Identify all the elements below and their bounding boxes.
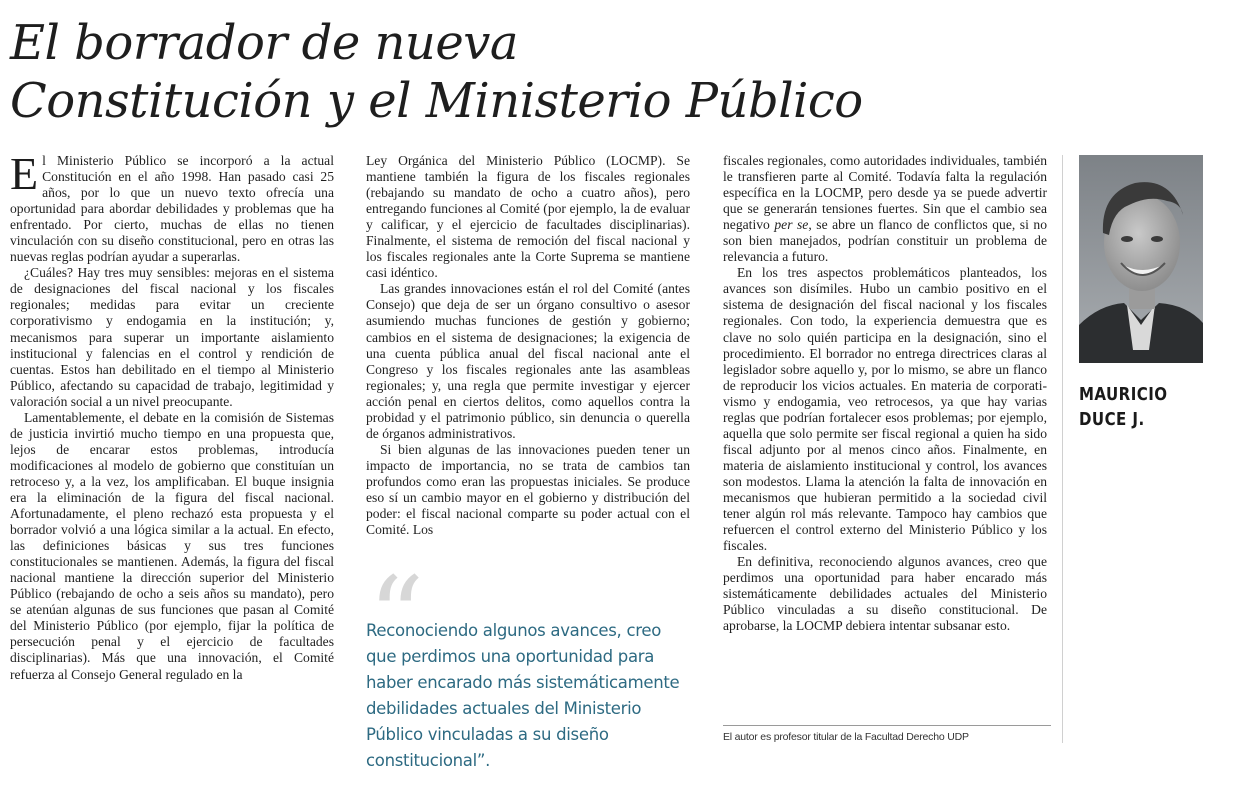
- paragraph-text: , se abre un flanco de conflictos que, si no son bien manejados, podrían constituir un problema de relevancia a futuro.: [723, 217, 1047, 265]
- quote-mark-icon: “: [368, 553, 425, 681]
- article-column-2: [366, 153, 690, 538]
- paragraph: Ley Orgánica del Ministerio Público (LOCMP). Se mantiene también la figura de los fiscales regionales (rebajando su mandato de ocho a cuatro años), pero entregando funciones al Comité (por ejemplo, la de evaluar y calificar, y el ejercicio de facultades disciplinarias). Finalmente, el sistema de remoción del fiscal nacional y los fiscales regionales ante la Corte Suprema se mantiene casi idéntico.: [366, 153, 690, 281]
- paragraph: En los tres aspectos problemáticos planteados, los avances son disímiles. Hubo un cambio positivo en el sistema de designación del fiscal nacional y los fiscales regionales. Con todo, la experiencia demuestra que es clave no solo quién participa en la designación, sino el procedimiento. El borrador no entrega directrices claras al legislador sobre aquello y, por lo mismo, se abre un flanco de reproducir los vicios actuales. En materia de corporativismo y endogamia, veo retrocesos, ya que hay varias reglas que podrían fortalecer esos problemas; por ejemplo, aquella que solo permite ser fiscal regional a quien ha sido fiscal adjunto por al menos cinco años. Finalmente, en materia de aislamiento institucional y control, los avances son modestos. Llama la atención la falta de innovación en mecanismos que hubieran permitido a la sociedad civil tener algún rol más relevante. Tampoco hay cambios que refuercen el control externo del Ministerio Público y los fiscales.: [723, 265, 1047, 554]
- paragraph-text: fiscales regionales, como autoridades individuales, también le transfieren parte al Comité. Todavía falta la regulación específica en la LOCMP, pero desde ya se puede advertir que se generarán tensiones fuertes. Sin que el cambio sea negativo: [723, 153, 1047, 233]
- column-divider: [1062, 155, 1063, 743]
- italic-phrase: per se: [774, 217, 809, 233]
- paragraph: [10, 148, 334, 265]
- author-photo: [1079, 155, 1203, 363]
- article-column-3: [723, 153, 1047, 634]
- article-title: [10, 14, 863, 130]
- author-name-line-2: DUCE J.: [1079, 410, 1145, 430]
- author-name: [1079, 383, 1167, 433]
- article-column-1: [10, 148, 334, 683]
- author-note: El autor es profesor titular de la Facultad Derecho UDP: [723, 725, 1051, 743]
- paragraph-text: l Ministerio Público se incorporó a la actual Constitución en el año 1998. Han pasado casi 25 años, por lo que un nuevo texto ofrecía una oportunidad para abordar debilidades y problemas que ha enfrentado. Por cierto, muchas de ellas no tienen vinculación con su diseño constitucional, pero en otras las nuevas reglas podrían ayudar a superarlas.: [10, 153, 334, 265]
- paragraph: En definitiva, reconociendo algunos avances, creo que perdimos una oportunidad para haber encarado más sistemáticamente debilidades actuales del Ministerio Público vinculadas a su diseño constitucional. De aprobarse, la LOCMP debiera intentar subsanar esto.: [723, 554, 1047, 634]
- pull-quote-text: Reconociendo algunos avances, creo que perdimos una oportunidad para haber encarado más sistemáticamente debilidades actuales del Ministerio Público vinculadas a su diseño constitucional”.: [366, 621, 680, 770]
- paragraph: Las grandes innovaciones están el rol del Comité (antes Consejo) que deja de ser un órgano consultivo o asesor asumiendo muchas funciones de gestión y gobierno; cambios en el sistema de designaciones; la exigencia de una cuenta pública anual del fiscal nacional ante el Congreso y los fiscales regionales ante las asambleas regionales; y, una regla que permite investigar y ejercer acción penal en ciertos delitos, como aquellos contra la probidad y el patrimonio público, sin denuncia o querella de órganos administrativos.: [366, 281, 690, 441]
- paragraph: [723, 153, 1047, 265]
- drop-cap: E: [10, 148, 39, 199]
- paragraph: ¿Cuáles? Hay tres muy sensibles: mejoras en el sistema de designaciones del fiscal nacional y los fiscales regionales; medidas para evitar un creciente corporativismo y endogamia en la institución; y, mecanismos para superar un importante aislamiento institucional y falencias en el control y rendición de cuentas. Estos han debilitado en el tiempo al Ministerio Público, afectando su capacidad de trabajo, legitimidad y valoración social a un nivel preocupante.: [10, 265, 334, 409]
- paragraph: Si bien algunas de las innovaciones pueden tener un impacto de importancia, no se trata de cambios tan profundos como eran las propuestas iniciales. Se produce eso sí un cambio mayor en el gobierno y distribución del poder: el fiscal nacional comparte su poder actual con el Comité. Los: [366, 441, 690, 538]
- paragraph: Lamentablemente, el debate en la comisión de Sistemas de justicia invirtió mucho tiempo en una propuesta que, lejos de encarar estos problemas, introducía modificaciones al modelo de gobierno que constituían un retroceso y, a la vez, los amplificaban. El buque insignia era la eliminación de la figura del fiscal nacional. Afortunadamente, el pleno rechazó esta propuesta y el borrador volvió a una lógica similar a la actual. En efecto, las definiciones básicas y sus tres funciones constitucionales se mantienen. Además, la figura del fiscal nacional mantiene la dirección superior del Ministerio Público (rebajando de ocho a seis años su mandato), pero se atenúan algunas de sus funciones que pasan al Comité del Ministerio Público (por ejemplo, fijar la política de persecución penal y el ejercicio de facultades disciplinarias). Más que una innovación, el Comité refuerza al Consejo General regulado en la: [10, 409, 334, 682]
- pull-quote: [366, 553, 696, 774]
- title-line-2: Constitución y el Ministerio Público: [10, 73, 863, 129]
- author-name-line-1: MAURICIO: [1079, 385, 1168, 405]
- title-line-1: El borrador de nueva: [10, 15, 518, 71]
